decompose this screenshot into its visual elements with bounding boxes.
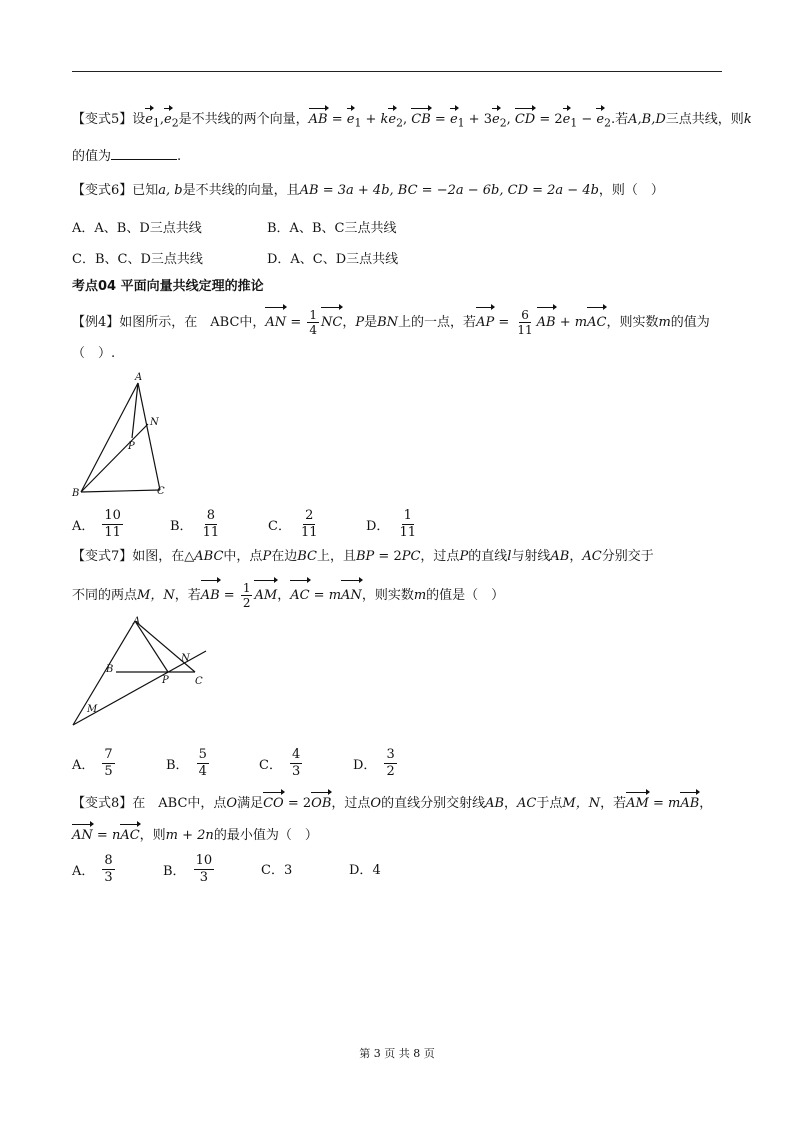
example4-option-c[interactable]: C． $\frac{2}{11}$	[268, 508, 318, 540]
header-rule	[72, 71, 722, 72]
label-A: A	[135, 372, 143, 383]
label-C: C	[157, 486, 165, 497]
segment-AB	[81, 383, 138, 492]
label-P: P	[162, 675, 169, 686]
variant8-option-b[interactable]: B． $\frac{10}{3}$	[163, 853, 213, 885]
example4-paren: （ ）.	[72, 346, 116, 361]
variant7-option-a[interactable]: A． $\frac{7}{5}$	[72, 747, 113, 779]
example4-tag: 【例4】	[72, 315, 120, 330]
variant5-line2: 的值为 .	[72, 145, 732, 167]
variant8-option-d[interactable]: D．4	[349, 863, 381, 878]
example4-question: 【例4】如图所示，在 ABC中，AN = $\frac{1}{4}$ NC，P是BN上的一点，若AP = $\frac{6}{11}$ AB + mAC，则实数m的值为	[72, 308, 710, 337]
section-heading: 考点04 平面向量共线定理的推论	[72, 279, 264, 294]
example4-figure	[66, 366, 176, 502]
segment-BC	[81, 490, 160, 492]
variant6-tag: 【变式6】	[72, 183, 133, 198]
variant8-line2: AN = nAC，则m + 2n的最小值为（ ）	[72, 824, 732, 846]
page-footer: 第 3 页 共 8 页	[359, 1047, 435, 1060]
variant5-line1: 【变式5】设$e_1,e_2$是不共线的两个向量，AB = $e_1 + ke_2$, CB = $e_1 + 3e_2$, CD = $2e_1 - e_2$.若A,B,D三点共线，则k	[72, 108, 732, 134]
variant7-line2: 不同的两点M，N，若AB = $\frac{1}{2}$ AM，AC = mAN，则实数m的值是（ ）	[72, 581, 505, 610]
variant6-option-a[interactable]: A．A、B、D三点共线	[72, 221, 202, 236]
label-A: A	[133, 616, 141, 627]
example4-option-a[interactable]: A． $\frac{10}{11}$	[72, 508, 121, 540]
variant6-option-b[interactable]: B．A、B、C三点共线	[267, 221, 397, 236]
vector-CD: CD	[515, 108, 535, 130]
variant7-option-c[interactable]: C． $\frac{4}{3}$	[259, 747, 301, 779]
label-N: N	[150, 417, 159, 428]
variant6-question: 【变式6】已知a, b是不共线的向量，且AB = 3a + 4b, BC = −2a − 6b, CD = 2a − 4b，则（ ）	[72, 183, 664, 198]
example4-option-d[interactable]: D． $\frac{1}{11}$	[366, 508, 416, 540]
variant7-tag: 【变式7】	[72, 549, 133, 564]
label-B: B	[106, 664, 114, 675]
answer-blank[interactable]	[111, 145, 177, 160]
variant7-option-b[interactable]: B． $\frac{5}{4}$	[166, 747, 207, 779]
vector-AB: AB	[309, 108, 328, 130]
variant7-line1: 【变式7】如图，在△ABC中，点P在边BC上，且BP = 2PC，过点P的直线l与射线AB，AC分别交于	[72, 549, 654, 564]
variant8-option-a[interactable]: A． $\frac{8}{3}$	[72, 853, 113, 885]
variant6-option-c[interactable]: C．B、C、D三点共线	[72, 252, 203, 267]
variant8-option-c[interactable]: C．3	[261, 863, 293, 878]
variant6-option-d[interactable]: D．A、C、D三点共线	[267, 252, 399, 267]
variant6-expression: AB = 3a + 4b, BC = −2a − 6b, CD = 2a − 4b	[299, 183, 599, 198]
segment-AC	[138, 383, 160, 490]
ray-AB	[73, 621, 135, 725]
segment-AP	[135, 621, 168, 672]
variant5-tag: 【变式5】	[72, 112, 133, 127]
label-N: N	[181, 653, 190, 664]
segment-BN	[81, 424, 148, 492]
variant7-option-d[interactable]: D． $\frac{3}{2}$	[353, 747, 395, 779]
vector-CB: CB	[411, 108, 431, 130]
label-C: C	[195, 676, 203, 687]
segment-AP	[132, 383, 138, 438]
example4-option-b[interactable]: B． $\frac{8}{11}$	[170, 508, 220, 540]
variant8-tag: 【变式8】	[72, 796, 133, 811]
label-B: B	[72, 488, 80, 499]
variant8-line1: 【变式8】在 ABC中，点O满足CO = 2OB，过点O的直线分别交射线AB，AC于点M，N，若AM = mAB，	[72, 792, 732, 814]
variant7-figure	[66, 612, 216, 732]
ray-AC	[135, 621, 195, 672]
label-P: P	[128, 441, 135, 452]
label-M: M	[87, 704, 98, 715]
